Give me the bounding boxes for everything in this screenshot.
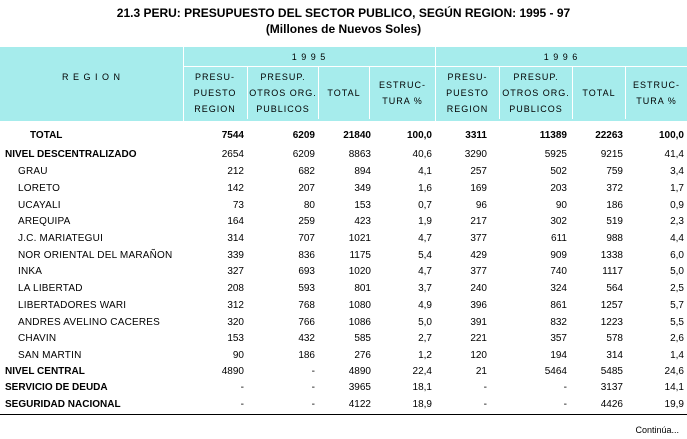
cell-value: 3311 <box>465 130 487 141</box>
cell-value: 2,5 <box>670 283 684 294</box>
cell-value: 578 <box>606 333 623 344</box>
cell-value: 2,3 <box>670 216 684 227</box>
cell-value: 24,6 <box>664 366 684 377</box>
cell-value: 396 <box>470 300 487 311</box>
cell-value: 801 <box>354 283 371 294</box>
region-name: NIVEL DESCENTRALIZADO <box>5 149 137 160</box>
cell-value: 5,7 <box>670 300 684 311</box>
table-row <box>0 198 687 215</box>
table-row <box>0 397 687 414</box>
cell-value: 836 <box>298 250 315 261</box>
cell-value: 1,9 <box>418 216 432 227</box>
cell-value: 1086 <box>348 317 371 328</box>
region-name: NIVEL CENTRAL <box>5 366 85 377</box>
cell-value: 707 <box>298 233 315 244</box>
cell-value: 894 <box>354 166 371 177</box>
cell-value: 8863 <box>348 149 371 160</box>
table-row <box>0 298 687 315</box>
region-name: LA LIBERTAD <box>18 283 83 294</box>
table-row <box>0 348 687 365</box>
cell-value: 1020 <box>348 266 371 277</box>
year-header-1995: 1 9 9 5 <box>291 51 327 62</box>
cell-value: 1223 <box>600 317 623 328</box>
cell-value: 9215 <box>600 149 623 160</box>
cell-value: 186 <box>606 200 623 211</box>
cell-value: 1021 <box>348 233 371 244</box>
cell-value: - <box>240 382 244 393</box>
cell-value: 120 <box>470 350 487 361</box>
region-name: CHAVIN <box>18 333 57 344</box>
region-name: AREQUIPA <box>18 216 71 227</box>
cell-value: 4,4 <box>670 233 684 244</box>
cell-value: 682 <box>298 166 315 177</box>
cell-value: - <box>563 399 567 410</box>
cell-value: 41,4 <box>664 149 684 160</box>
cell-value: 1,4 <box>670 350 684 361</box>
cell-value: - <box>311 382 315 393</box>
cell-value: 4,7 <box>418 266 432 277</box>
cell-value: 3965 <box>348 382 371 393</box>
cell-value: 1257 <box>600 300 623 311</box>
cell-value: 40,6 <box>412 149 432 160</box>
cell-value: 372 <box>606 183 623 194</box>
cell-value: 6,0 <box>670 250 684 261</box>
table-row <box>0 214 687 231</box>
cell-value: 4426 <box>600 399 623 410</box>
cell-value: 5,0 <box>670 266 684 277</box>
cell-value: 194 <box>550 350 567 361</box>
cell-value: 1,6 <box>418 183 432 194</box>
table-row <box>0 380 687 397</box>
cell-value: 207 <box>298 183 315 194</box>
table-row <box>0 264 687 281</box>
table-row <box>0 364 687 381</box>
cell-value: 217 <box>470 216 487 227</box>
cell-value: 693 <box>298 266 315 277</box>
page-title: 21.3 PERU: PRESUPUESTO DEL SECTOR PUBLICO, SEGÚN REGION: 1995 - 97 <box>116 6 571 20</box>
cell-value: 339 <box>227 250 244 261</box>
cell-value: 314 <box>227 233 244 244</box>
cell-value: 4,1 <box>418 166 432 177</box>
cell-value: 502 <box>550 166 567 177</box>
table-row <box>0 248 687 265</box>
region-name: J.C. MARIATEGUI <box>18 233 104 244</box>
cell-value: 6209 <box>292 149 315 160</box>
cell-value: 349 <box>354 183 371 194</box>
cell-value: 0,9 <box>670 200 684 211</box>
cell-value: 324 <box>550 283 567 294</box>
cell-value: 766 <box>298 317 315 328</box>
col-header-presupuesto-region: PRESU- PUESTO REGION <box>446 72 489 114</box>
cell-value: 357 <box>550 333 567 344</box>
cell-value: 3290 <box>464 149 487 160</box>
cell-value: 2,7 <box>418 333 432 344</box>
cell-value: 4890 <box>348 366 371 377</box>
cell-value: - <box>240 399 244 410</box>
cell-value: 377 <box>470 233 487 244</box>
cell-value: 593 <box>298 283 315 294</box>
region-name: UCAYALI <box>18 200 61 211</box>
cell-value: 611 <box>551 233 567 244</box>
cell-value: 312 <box>227 300 244 311</box>
page-subtitle: (Millones de Nuevos Soles) <box>265 22 422 36</box>
cell-value: 519 <box>606 216 623 227</box>
cell-value: 3,7 <box>418 283 432 294</box>
cell-value: 377 <box>470 266 487 277</box>
cell-value: 73 <box>232 200 244 211</box>
cell-value: 257 <box>470 166 487 177</box>
cell-value: 100,0 <box>406 130 432 141</box>
region-name: TOTAL <box>30 130 63 141</box>
table-row <box>0 147 687 164</box>
cell-value: 585 <box>354 333 371 344</box>
region-name: GRAU <box>18 166 48 177</box>
cell-value: - <box>483 399 487 410</box>
table-row <box>0 231 687 248</box>
cell-value: 2,6 <box>670 333 684 344</box>
cell-value: - <box>483 382 487 393</box>
cell-value: 740 <box>550 266 567 277</box>
cell-value: 100,0 <box>658 130 684 141</box>
table-row <box>0 331 687 348</box>
region-name: SERVICIO DE DEUDA <box>5 382 108 393</box>
cell-value: 208 <box>227 283 244 294</box>
cell-value: 1175 <box>349 250 371 261</box>
cell-value: 302 <box>550 216 567 227</box>
cell-value: 153 <box>354 200 371 211</box>
region-name: SEGURIDAD NACIONAL <box>5 399 121 410</box>
year-header-1996: 1 9 9 6 <box>543 51 579 62</box>
cell-value: 11389 <box>539 130 567 141</box>
cell-value: 3137 <box>600 382 623 393</box>
cell-value: 1080 <box>348 300 371 311</box>
table-bottom-rule <box>0 414 687 415</box>
table-row <box>0 315 687 332</box>
cell-value: - <box>563 382 567 393</box>
table-row <box>0 181 687 198</box>
cell-value: 276 <box>354 350 371 361</box>
continued-note: Continúa... <box>635 425 679 435</box>
cell-value: 7544 <box>221 130 244 141</box>
cell-value: 2654 <box>221 149 244 160</box>
cell-value: 0,7 <box>418 200 432 211</box>
cell-value: 1117 <box>602 266 623 277</box>
cell-value: 19,9 <box>664 399 684 410</box>
cell-value: 221 <box>470 333 487 344</box>
cell-value: 164 <box>227 216 244 227</box>
col-header-total: TOTAL <box>327 88 361 98</box>
region-name: INKA <box>18 266 43 277</box>
cell-value: 988 <box>606 233 623 244</box>
cell-value: 80 <box>303 200 315 211</box>
col-header-estructura: ESTRUC- TURA % <box>379 80 426 106</box>
cell-value: 21 <box>475 366 487 377</box>
cell-value: 327 <box>227 266 244 277</box>
cell-value: 5,0 <box>418 317 432 328</box>
cell-value: 5,5 <box>670 317 684 328</box>
cell-value: 5,4 <box>418 250 432 261</box>
table-row <box>0 281 687 298</box>
cell-value: 5485 <box>600 366 623 377</box>
table-row <box>0 128 687 145</box>
cell-value: 212 <box>227 166 244 177</box>
cell-value: 5925 <box>544 149 567 160</box>
cell-value: 18,1 <box>412 382 432 393</box>
table-row <box>0 164 687 181</box>
region-name: SAN MARTIN <box>18 350 82 361</box>
cell-value: 240 <box>470 283 487 294</box>
cell-value: 5464 <box>544 366 567 377</box>
cell-value: 4,7 <box>418 233 432 244</box>
cell-value: - <box>311 399 315 410</box>
region-name: ANDRES AVELINO CACERES <box>18 317 161 328</box>
cell-value: 142 <box>227 183 244 194</box>
cell-value: 391 <box>470 317 487 328</box>
cell-value: 1338 <box>600 250 623 261</box>
cell-value: 4122 <box>348 399 371 410</box>
col-header-estructura: ESTRUC- TURA % <box>633 80 680 106</box>
cell-value: 203 <box>550 183 567 194</box>
cell-value: 259 <box>298 216 315 227</box>
cell-value: 186 <box>298 350 315 361</box>
cell-value: 432 <box>298 333 315 344</box>
cell-value: 861 <box>550 300 567 311</box>
col-header-presupuesto-region: PRESU- PUESTO REGION <box>193 72 237 114</box>
col-header-otros-org: PRESUP. OTROS ORG. PUBLICOS <box>249 72 317 114</box>
cell-value: 22263 <box>595 130 623 141</box>
cell-value: 1,7 <box>670 183 684 194</box>
cell-value: 90 <box>232 350 244 361</box>
region-name: LIBERTADORES WARI <box>18 300 127 311</box>
cell-value: 90 <box>555 200 567 211</box>
cell-value: 314 <box>606 350 623 361</box>
region-name: LORETO <box>18 183 61 194</box>
cell-value: 3,4 <box>670 166 684 177</box>
cell-value: 96 <box>475 200 487 211</box>
cell-value: 564 <box>606 283 623 294</box>
cell-value: 423 <box>354 216 371 227</box>
cell-value: 14,1 <box>664 382 684 393</box>
col-header-otros-org: PRESUP. OTROS ORG. PUBLICOS <box>502 72 570 114</box>
region-name: NOR ORIENTAL DEL MARAÑON <box>18 250 173 261</box>
cell-value: 153 <box>227 333 244 344</box>
cell-value: 909 <box>550 250 567 261</box>
cell-value: 6209 <box>292 130 315 141</box>
cell-value: 759 <box>606 166 623 177</box>
cell-value: 169 <box>470 183 487 194</box>
cell-value: 320 <box>227 317 244 328</box>
cell-value: 18,9 <box>412 399 432 410</box>
cell-value: 1,2 <box>418 350 432 361</box>
cell-value: 21840 <box>343 130 371 141</box>
region-header: R E G I O N <box>61 72 121 82</box>
cell-value: 832 <box>550 317 567 328</box>
cell-value: 22,4 <box>412 366 432 377</box>
col-header-total: TOTAL <box>582 88 616 98</box>
cell-value: 768 <box>298 300 315 311</box>
cell-value: 4,9 <box>418 300 432 311</box>
cell-value: - <box>311 366 315 377</box>
cell-value: 4890 <box>221 366 244 377</box>
cell-value: 429 <box>470 250 487 261</box>
